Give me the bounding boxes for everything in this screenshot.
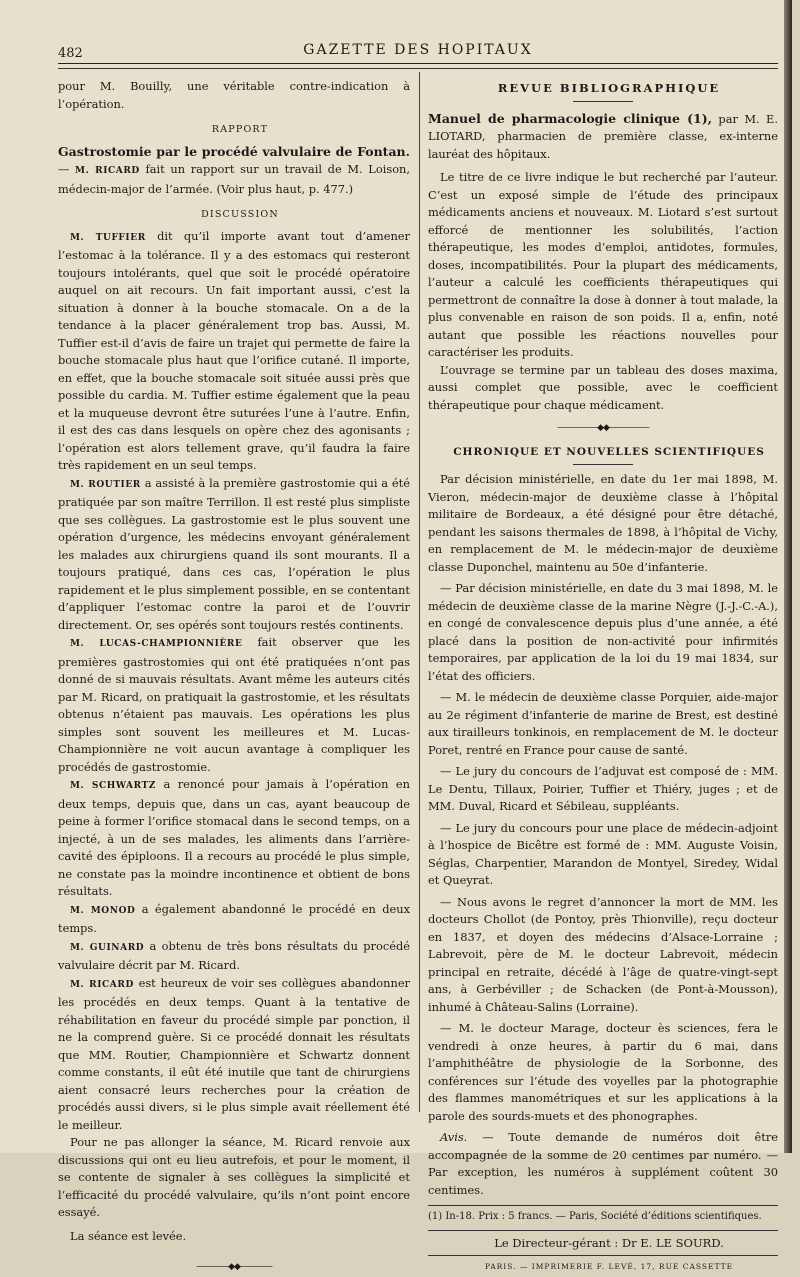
speaker-text: a assisté à la première gastrostomie qui a été pratiquée par son maître Terrillon. Il est resté plus simpliste que ses collègues. La gastrostomie est le plus souvent une opération d’urgence, les médecins envoyant généralement les malades aux chirurgiens quand ils sont mourants. Il a toujours pratiqué, dans ces cas, l’opération le plus rapidement et le plus simplement possible, en se contentant d’appliquer l’estomac contre la paroi et de l’ouvrir directement. Or, ses opérés sont toujours restés continents. [58,475,410,632]
book-title: Manuel de pharmacologie clinique (1), [428,110,712,126]
lucas-paragraph [58,634,410,776]
ricard-reply-paragraph [58,975,410,1135]
news-item: — Par décision ministérielle, en date du 3 mai 1898, M. le médecin de deuxième classe de la marine Nègre (J.-J.-C.-A.), en congé de convalescence depuis plus d’une année, a été placé dans la position de non-activité pour infirmités temporaires, par application de la loi du 19 mai 1834, sur l’état des officiers. [428,581,778,683]
session-closed: La séance est levée. [70,1228,187,1243]
news-item: — M. le médecin de deuxième classe Porquier, aide-major au 2e régiment d’infanterie de marine de Brest, est destiné aux tirailleurs tonkinois, en remplacement de M. le docteur Poret, rentré en France pour cause de santé. [428,690,778,757]
discussion-heading: DISCUSSION [201,209,279,220]
page-header [58,38,778,61]
header-rule [58,63,778,64]
journal-title: GAZETTE DES HOPITAUX [303,42,533,58]
section-rule [573,101,633,102]
imprint-rule [428,1255,778,1256]
rapport-paragraph: Gastrostomie par le procédé valvulaire de Fontan. — M. RICARD fait un rapport sur un travail de M. Loison, médecin-major de l’armée. (Voir plus haut, p. 477.) [58,143,411,196]
end-ornament: ————◆◆———— [196,1262,272,1272]
speaker-text: fait un rapport sur un travail de M. Loison, médecin-major de l’armée. (Voir plus haut, p. 477.) [58,162,411,196]
speaker-name: M. TUFFIER [70,232,146,243]
chronique-heading: CHRONIQUE ET NOUVELLES SCIENTIFIQUES [453,445,765,458]
speaker-name: M. GUINARD [70,942,145,953]
column-divider [419,72,420,1112]
speaker-text: dit qu’il importe avant tout d’amener l’estomac à la tolérance. Il y a des estomacs qui resteront toujours intolérants, quel que soit le procédé opératoire auquel on ait recours. Un fait important aussi, c’est la situation à donner à la bouche stomacale. On a de la tendance à la placer généralement trop bas. Aussi, M. Tuffier est-il d’avis de faire un trajet qui permette de faire la bouche stomacale plus haut que l’orifice cutané. Il importe, en effet, que la bouche stomacale soit située aussi près que possible du cardia. M. Tuffier estime également que la peau et la muqueuse devront être suturées l’une à l’autre. Enfin, il est des cas dans lesquels on opère chez des agonisants ; l’opération est alors tellement grave, qu’il faudra la faire très rapidement en un seul temps. [58,228,410,472]
news-item: — Le jury du concours de l’adjuvat est composé de : MM. Le Dentu, Tillaux, Poirier, Tuffier et Thiéry, juges ; et de MM. Duval, Ricard et Sébileau, suppléants. [428,764,778,813]
speaker-text: est heureux de voir ses collègues abandonner les procédés en deux temps. Quant à la tentative de réhabilitation en faveur du procédé simple par ponction, il ne la comprend guère. Si ce procédé donnait les résultats que MM. Routier, Championnière et Schwartz donnent comme constants, il eût été inutile que tant de chirurgiens aient consacré leurs recherches pour la création de procédés aussi divers, si le plus simple avait réellement été le meilleur. [58,975,411,1132]
speaker-name: M. RICARD [75,166,140,176]
news-item: Par décision ministérielle, en date du 1er mai 1898, M. Vieron, médecin-major de deuxième classe à l’hôpital militaire de Bordeaux, a été désigné pour être détaché, pendant les saisons thermales de 1898, à l’hôpital de Vichy, en remplacement de M. le médecin-major de deuxième classe Duponchel, maintenu au 50e d’infanterie. [428,472,778,574]
speaker-name: M. MONOD [70,905,136,916]
speaker-text: a renoncé pour jamais à l’opération en deux temps, depuis que, dans un cas, ayant beaucoup de peine à former l’orifice stomacal dans le second temps, on a injecté, à un de ses malades, les aliments dans l’arrière-cavité des épiploons. Il a recours au procédé le plus simple, ne constate pas la moindre incontinence et obtient de bons résultats. [58,777,410,898]
news-item: — Nous avons le regret d’annoncer la mort de MM. les docteurs Chollot (de Pontoy, près Thionville), reçu docteur en 1837, et doyen des médecins d’Alsace-Lorraine ; Labrevoit, père de M. le docteur Labrevoit, médecin principal en retraite, décédé à l’âge de quatre-vingt-sept ans, à Gerbéviller ; de Schacken (de Pont-à-Mousson), inhumé à Château-Salins (Lorraine). [428,894,778,1014]
signature-rule [428,1230,778,1231]
footnote-rule [428,1205,778,1206]
book-author: par M. E. LIOTARD, pharmacien de première classe, ex-interne lauréat des hôpitaux. [428,111,778,161]
news-item: — Le jury du concours pour une place de médecin-adjoint à l’hospice de Bicêtre est formé de : MM. Auguste Voisin, Séglas, Charpentier, Marandon de Montyel, Siredey, Widal et Queyrat. [428,820,778,887]
tuffier-paragraph [58,228,410,475]
page-spine [784,0,792,1153]
monod-paragraph [58,901,410,938]
guinard-paragraph [58,938,410,975]
section-ornament: —————◆◆————— [557,423,649,433]
schwartz-paragraph [58,776,410,901]
speaker-text: a également abandonné le procédé en deux temps. [58,901,411,935]
imprint: PARIS. — IMPRIMERIE F. LEVÉ, 17, RUE CASSETTE [484,1261,734,1271]
header-rule-thin [58,68,778,69]
speaker-text: fait observer que les premières gastrostomies qui ont été pratiquées n’ont pas donné de si mauvais résultats. Avant même les auteurs cités par M. Ricard, on pratiquait la gastrostomie, et les résultats obtenus n’étaient pas mauvais. Les opérations les plus simples sont souvent les meilleures et M. Lucas-Championnière ne voit aucun avantage à compliquer les procédés de gastrostomie. [58,635,410,774]
news-item: — M. le docteur Marage, docteur ès sciences, fera le vendredi à onze heures, à partir du 6 mai, dans l’amphithéâtre de physiologie de la Sorbonne, des conférences sur l’étude des voyelles par la photographie des flammes manométriques et sur les applications à la parole des sourds-muets et des phonographes. [428,1021,778,1123]
revue-paragraph-2: L’ouvrage se termine par un tableau des doses maxima, aussi complet que possible, avec le coefficient thérapeutique pour chaque médicament. [428,362,778,412]
avis-text: — Toute demande de numéros doit être accompagnée de la somme de 20 centimes par numéro. — Par exception, les numéros à supplément coûtent 30 centimes. [428,1130,779,1197]
signature: Le Directeur-gérant : Dr E. LE SOURD. [494,1236,724,1250]
revue-paragraph-1: Le titre de ce livre indique le but recherché par l’auteur. C’est un exposé simple de l’étude des principaux médicaments anciens et nouveaux. M. Liotard s’est surtout efforcé de mentionner les solubilités, l’action thérapeutique, les modes d’emploi, antidotes, formules, doses, incompatibilités. Pour la plupart des médicaments, l’auteur a calculé les coefficients thérapeutiques qui permettront de connaître la dose à donner à tout malade, la plus convenable en raison de son poids. Il a, enfin, noté autant que possible les réactions nouvelles pour caractériser les produits. [428,170,778,359]
speaker-name: M. SCHWARTZ [70,781,156,791]
avis-label: Avis. [440,1130,468,1144]
article-title: Gastrostomie par le procédé valvulaire de Fontan. [58,143,410,159]
speaker-name: M. LUCAS-CHAMPIONNIÈRE [70,639,243,649]
avis-item [428,1129,778,1199]
revue-heading: REVUE BIBLIOGRAPHIQUE [497,81,721,95]
closing-paragraph: Pour ne pas allonger la séance, M. Ricard renvoie aux discussions qui ont eu lieu autrefois, et pour le moment, il se contente de signaler à ses collègues la simplicité et l’efficacité du procédé valvulaire, qu’ils n’ont point encore essayé. [58,1135,410,1219]
book-entry [428,110,778,164]
speaker-name: M. ROUTIER [70,479,141,490]
page-number: 482 [58,46,83,61]
section-rule [573,464,633,465]
right-column [428,80,778,1275]
speaker-text: a obtenu de très bons résultats du procédé valvulaire décrit par M. Ricard. [58,938,410,972]
footnote: (1) In-18. Prix : 5 francs. — Paris, Société d’éditions scientifiques. [428,1211,762,1222]
speaker-name: M. RICARD [70,979,134,990]
left-column [58,78,410,1277]
routier-paragraph [58,475,410,635]
intro-text: pour M. Bouilly, une véritable contre-indication à l’opération. [58,79,410,111]
rapport-heading: RAPPORT [211,124,269,135]
